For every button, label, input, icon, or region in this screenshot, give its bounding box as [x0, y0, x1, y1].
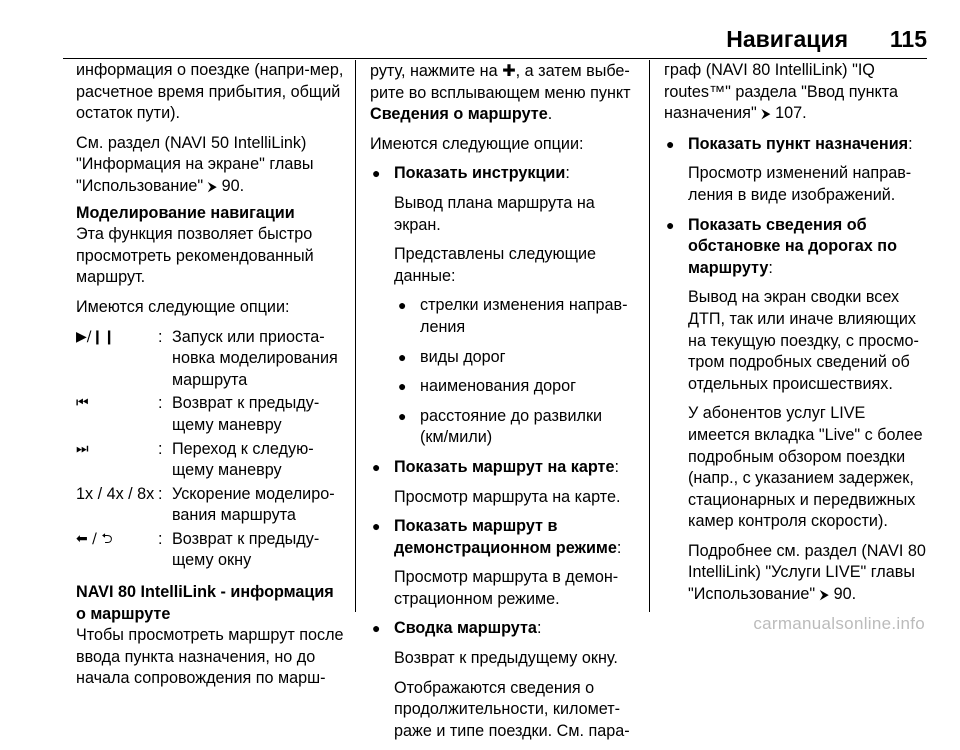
page-header	[0, 0, 960, 58]
bullet-icon: ●	[372, 165, 381, 182]
bullet-icon: ●	[398, 297, 407, 314]
header-rule	[63, 58, 927, 59]
play-pause-icon: ▶/❙❙	[76, 328, 115, 345]
paragraph: Имеются следующие опции:	[370, 134, 584, 153]
paragraph: Просмотр маршрута на карте.	[394, 487, 621, 506]
paragraph: граф (NAVI 80 IntelliLink) "IQ routes™" раздела "Ввод пункта назначения" ⮞ 107.	[664, 61, 899, 123]
back-icon: ⬅ / ⮌	[76, 530, 113, 547]
paragraph: Просмотр маршрута в демон-страционном режиме.	[394, 568, 619, 608]
paragraph: Представлены следующие данные:	[394, 245, 597, 285]
next-maneuver-icon: ⏭	[76, 440, 89, 457]
bullet-icon: ●	[666, 135, 675, 152]
paragraph: Чтобы просмотреть маршрут после ввода пункта назначения, но до начала сопровождения по марш-	[76, 626, 344, 688]
paragraph: Подробнее см. раздел (NAVI 80 IntelliLink) "Услуги LIVE" главы "Использование" ⮞ 90.	[688, 541, 926, 604]
bullet-icon: ●	[666, 216, 675, 233]
bullet-icon: ●	[372, 620, 381, 637]
paragraph: Эта функция позволяет быстро просмотреть рекомендованный маршрут.	[76, 225, 314, 287]
option-row: ▶/❙❙ : Запуск или приоста-новка моделирования маршрута	[76, 327, 344, 392]
paragraph: См. раздел (NAVI 50 IntelliLink) "Информация на экране" главы "Использование" ⮞ 90.	[76, 133, 314, 195]
paragraph: руту, нажмите на ✚, а затем выбе-рите во всплывающем меню пункт Сведения о маршруте.	[370, 61, 631, 124]
column-divider	[649, 60, 650, 612]
paragraph: информация о поездке (напри-мер, расчетное время прибытия, общий остаток пути).	[76, 61, 344, 123]
reference-arrow-icon: ⮞	[207, 179, 218, 195]
option-row: ⏭ : Переход к следую-щему маневру	[76, 439, 344, 482]
bullet-icon: ●	[372, 458, 381, 475]
reference-arrow-icon: ⮞	[819, 588, 830, 604]
list-item: ● Показать маршрут на карте:	[370, 457, 634, 479]
paragraph: Вывод на экран сводки всех ДТП, так или иначе влияющих на текущую поездку, с просмо-тром подробных сведений об отдельных происшествиях.	[688, 288, 919, 393]
paragraph: Имеются следующие опции:	[76, 297, 290, 316]
section-heading: NAVI 80 IntelliLink - информация о маршруте	[76, 583, 334, 623]
list-item: ● стрелки изменения направ-ления	[398, 296, 628, 336]
paragraph: Возврат к предыдущему окну.	[394, 649, 618, 668]
list-item: ● Показать маршрут в демонстрационном режиме:	[372, 517, 622, 557]
bullet-icon: ●	[398, 348, 407, 365]
page-title: Навигация	[726, 26, 848, 52]
list-item: ● Показать инструкции:	[370, 163, 634, 185]
paragraph: У абонентов услуг LIVE имеется вкладка "Live" с более подробным обзором поездки (напр., с указанием задержек, стационарных и передвижных камер контроля скорости).	[688, 404, 923, 531]
section-heading: Моделирование навигации	[76, 203, 295, 222]
column-1	[76, 60, 344, 698]
list-item: ● Сводка маршрута:	[370, 618, 634, 640]
column-3	[664, 60, 930, 615]
reference-arrow-icon: ⮞	[761, 107, 771, 123]
bullet-icon: ●	[398, 378, 407, 395]
paragraph: Просмотр изменений направ-ления в виде изображений.	[688, 164, 912, 204]
column-divider	[355, 60, 356, 612]
bullet-icon: ●	[398, 407, 407, 424]
list-item: ● наименования дорог	[370, 376, 634, 398]
list-item: ● расстояние до развилки (км/мили)	[398, 406, 603, 447]
previous-maneuver-icon: ⏮	[76, 395, 89, 412]
list-item: ● Показать сведения об обстановке на дорогах по маршруту:	[666, 215, 897, 277]
paragraph: Вывод плана маршрута на экран.	[394, 193, 595, 234]
option-row: ⏮ : Возврат к предыду-щему маневру	[76, 393, 344, 436]
option-row: 1x / 4x / 8x : Ускорение моделиро-вания маршрута	[76, 484, 335, 525]
paragraph: Отображаются сведения о продолжительности, километ-раже и типе поездки. См. пара-	[394, 678, 630, 740]
option-row: ⬅ / ⮌ : Возврат к предыду-щему окну	[76, 529, 344, 572]
plus-icon: ✚	[502, 61, 516, 80]
page-number: 115	[889, 26, 927, 52]
list-item: ● виды дорог	[370, 347, 634, 369]
column-2	[370, 60, 634, 750]
bullet-icon: ●	[372, 518, 381, 535]
list-item: ● Показать пункт назначения:	[664, 134, 930, 156]
watermark: carmanualsonline.info	[753, 614, 925, 633]
